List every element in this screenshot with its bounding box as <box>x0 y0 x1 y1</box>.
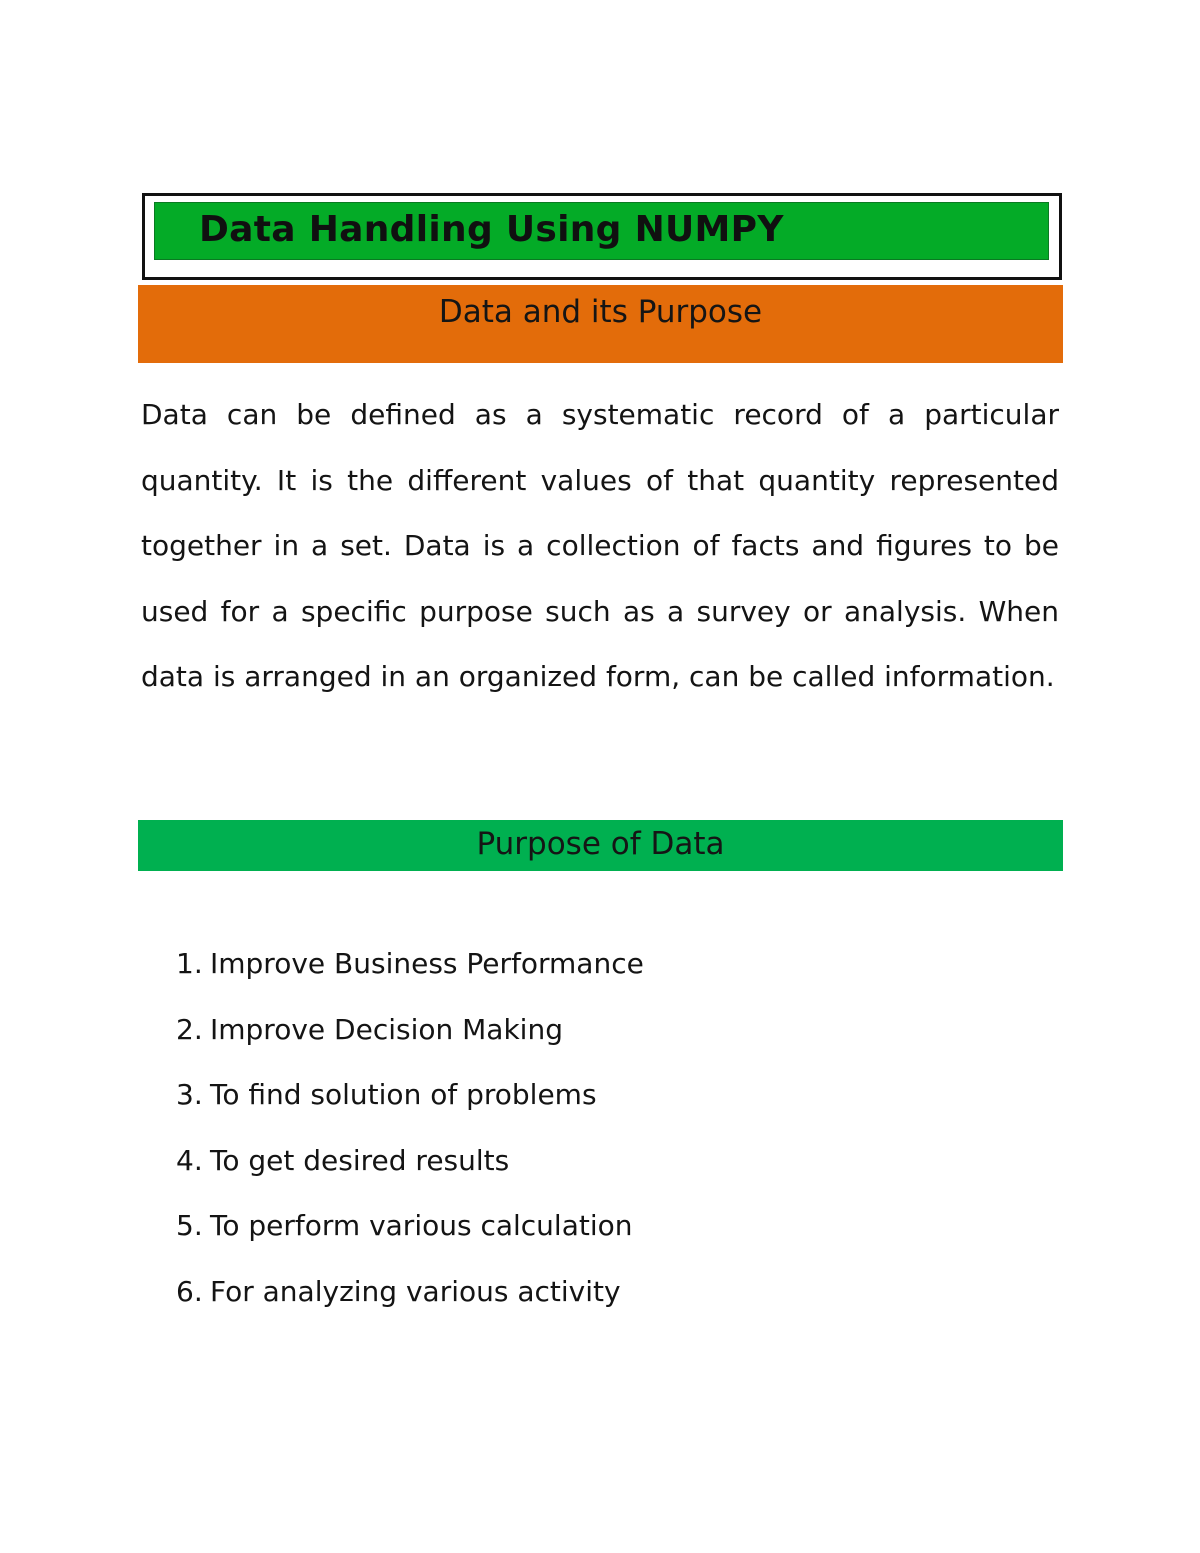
document-title: Data Handling Using NUMPY <box>199 209 784 250</box>
section-heading-data-and-its-purpose: Data and its Purpose <box>138 285 1063 363</box>
section-heading-purpose-of-data: Purpose of Data <box>138 820 1063 871</box>
list-item <box>176 1198 644 1264</box>
list-item-text: To perform various calculation <box>210 1209 633 1242</box>
list-item-number: 4. <box>176 1143 203 1177</box>
list-item <box>176 1264 644 1330</box>
list-item-text: Improve Decision Making <box>210 1012 563 1046</box>
list-item-number: 2. <box>176 1012 203 1046</box>
list-item-number: 6. <box>176 1274 203 1308</box>
list-item-text: To get desired results <box>210 1143 510 1177</box>
list-item <box>176 1067 644 1133</box>
list-item <box>176 936 644 1002</box>
data-definition-paragraph: Data can be defined as a systematic record of a particular quantity. It is the different values of that quantity represented together in a set. Data is a collection of facts and figures to be used for a specific purpose such as a survey or analysis. When data is arranged in an organized form, can be called information. <box>141 398 1059 693</box>
list-item-number: 1. <box>176 947 203 980</box>
title-frame <box>142 193 1062 280</box>
list-item-number: 5. <box>176 1209 203 1242</box>
list-item-text: For analyzing various activity <box>210 1274 621 1308</box>
list-item-text: To find solution of problems <box>210 1078 597 1111</box>
list-item <box>176 1133 644 1199</box>
title-bar <box>154 202 1049 260</box>
list-item <box>176 1002 644 1068</box>
list-item-text: Improve Business Performance <box>210 947 644 980</box>
list-item-number: 3. <box>176 1078 203 1111</box>
purpose-list <box>176 936 644 1329</box>
